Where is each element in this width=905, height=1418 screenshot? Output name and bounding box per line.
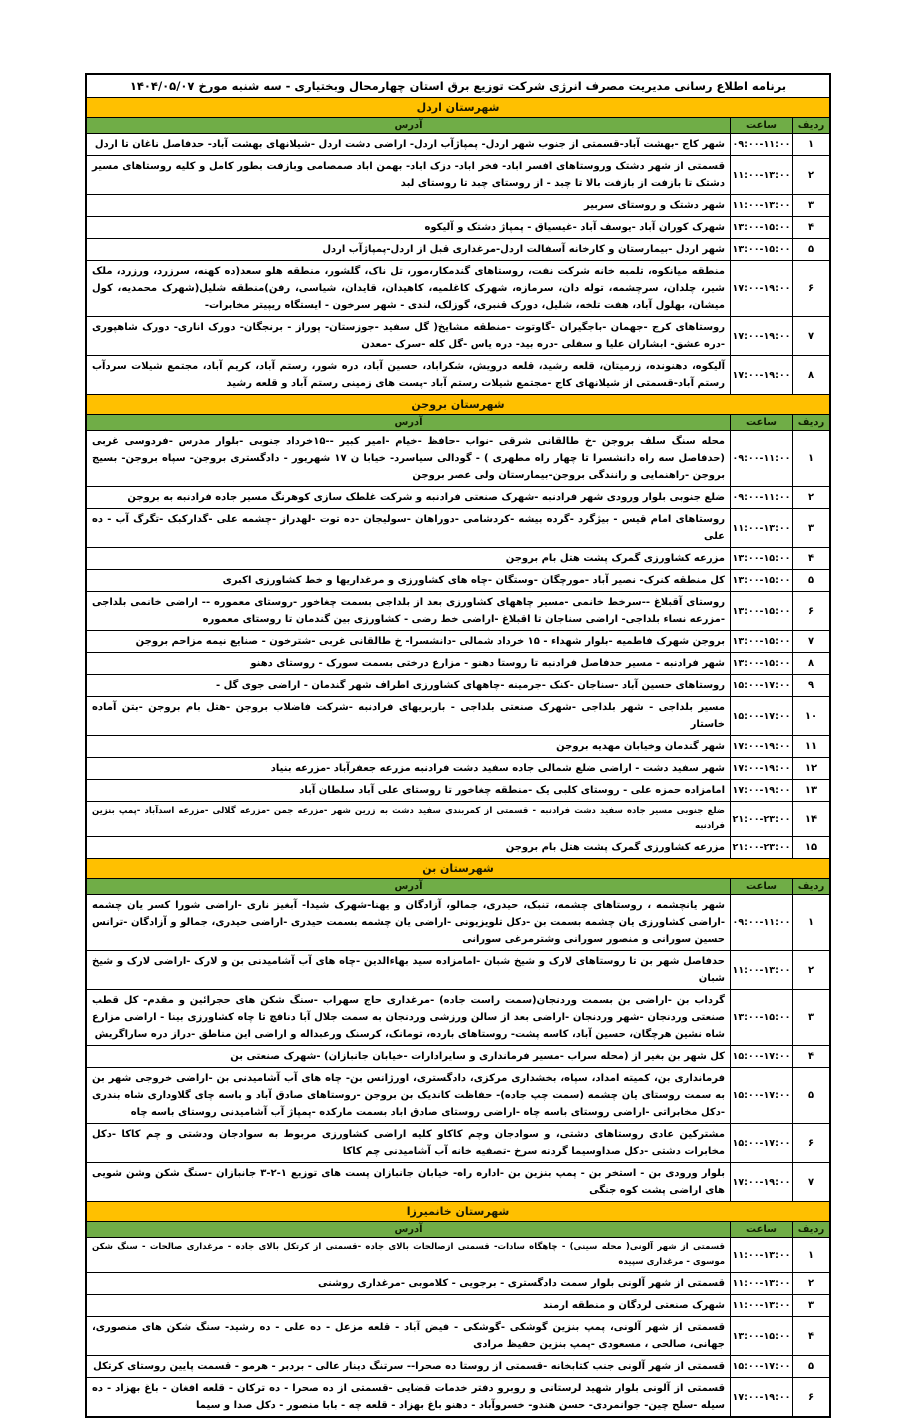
row-number-cell: ۲ (792, 487, 829, 508)
address-cell: ضلع جنوبی بلوار ورودی شهر فرادنبه -شهرک صنعتی فرادنبه و شرکت غلطک سازی کوهرنگ مسیر جاده فرادنبه به بروجن (127, 492, 725, 503)
address-cell: مسیر بلداجی - شهر بلداجی -شهرک صنعتی بلداجی - باربریهای فرادنبه -شرکت فاضلاب بروجن -هتل بام بروجن -بتن آماده خاستار (92, 702, 725, 730)
table-row (87, 1272, 829, 1294)
time-cell: ۱۱:۰۰-۱۳:۰۰ (730, 156, 792, 194)
address-cell: قسمتی از شهر آلونی، پمپ بنزین گوشکی -گوشکی - فیض آباد - قلعه مزعل - ده علی - ده رشید- سنگ شکن های منصوری، جهانی، صالحی ، مسعودی -پمپ بنزین حفیظ مرادی (92, 1322, 725, 1350)
column-header-time: ساعت (730, 118, 792, 133)
column-header-time: ساعت (730, 415, 792, 430)
table-row (87, 989, 829, 1045)
row-number-cell: ۶ (792, 261, 829, 316)
address-cell: محله سنگ سلف بروجن -خ طالقانی شرقی -نواب -حافظ -خیام -امیر کبیر --۱۵خرداد جنوبی -بلوار مدرس -فردوسی غربی (حدفاصل سه راه دانشسرا تا چهار راه مطهری ) - گودالی سیاسرد- خیابا ن ۱۷ شهریور - دادگستری بروجن- سپاه بروجن- بسیج بروجن -راهنمایی و رانندگی بروجن-بیمارستان ولی عصر بروجن (92, 436, 725, 481)
column-header-row-number: ردیف (792, 415, 829, 430)
time-cell: ۱۵:۰۰-۱۷:۰۰ (730, 1046, 792, 1067)
row-number-cell: ۳ (792, 1295, 829, 1316)
row-number-cell: ۷ (792, 317, 829, 355)
time-cell: ۱۷:۰۰-۱۹:۰۰ (730, 261, 792, 316)
address-cell: آلیکوه، دهنونده، زرمیتان، قلعه رشید، قلعه درویش، شکراباد، حسین آباد، دره شور، رستم آباد، کریم آباد، مجتمع شیلات سردآب رستم آباد-قسمتی از شیلانهای کاج -مجتمع شیلات رستم آباد -پست های زمینی رستم آباد و قلعه رشید (92, 361, 725, 389)
row-number-cell: ۱ (792, 1238, 829, 1272)
table-row (87, 950, 829, 989)
time-cell: ۱۷:۰۰-۱۹:۰۰ (730, 356, 792, 394)
address-cell: مزرعه کشاورزی گمرک پشت هتل بام بروجن (505, 553, 725, 564)
table-row (87, 355, 829, 394)
column-header-row (87, 878, 829, 894)
time-cell: ۲۱:۰۰-۲۳:۰۰ (730, 837, 792, 858)
time-cell: ۱۵:۰۰-۱۷:۰۰ (730, 1356, 792, 1377)
row-number-cell: ۵ (792, 570, 829, 591)
table-row (87, 630, 829, 652)
row-number-cell: ۳ (792, 990, 829, 1045)
table-row (87, 133, 829, 155)
row-number-cell: ۱ (792, 895, 829, 950)
time-cell: ۱۱:۰۰-۱۳:۰۰ (730, 1273, 792, 1294)
table-row (87, 1294, 829, 1316)
row-number-cell: ۲ (792, 156, 829, 194)
table-row (87, 1316, 829, 1355)
table-row (87, 591, 829, 630)
address-cell: قسمتی از آلونی بلوار شهید لرستانی و روبرو دفتر خدمات قضایی -قسمتی از ده صحرا - ده ترکان - قلعه افغان - باغ بهزاد - ده سیله -سلح چین- جوانمردی- حسن هندو- خسروآباد - دهنو باغ بهزاد - قلعه چه - بابا منصور - دکل صدا و سیما (92, 1383, 725, 1411)
row-number-cell: ۷ (792, 631, 829, 652)
time-cell: ۰۹:۰۰-۱۱:۰۰ (730, 134, 792, 155)
address-cell: امامزاده حمزه علی - روستای کلبی یک -منطقه چغاخور تا روستای علی آباد سلطان آباد (299, 785, 725, 796)
row-number-cell: ۱۰ (792, 697, 829, 735)
address-cell: شهرک صنعتی لردگان و منطقه ارمند (543, 1300, 725, 1311)
table-row (87, 155, 829, 194)
time-cell: ۱۳:۰۰-۱۵:۰۰ (730, 631, 792, 652)
row-number-cell: ۶ (792, 592, 829, 630)
address-cell: روستاهای حسین آباد -سناجان -کنک -جرمینه -چاههای کشاورزی اطراف شهر گندمان - اراضی جوی گل - (215, 680, 725, 691)
row-number-cell: ۱۵ (792, 837, 829, 858)
address-cell: شهر دشتک و روستای سربیر (583, 200, 725, 211)
column-header-time: ساعت (730, 879, 792, 894)
row-number-cell: ۸ (792, 356, 829, 394)
row-number-cell: ۴ (792, 217, 829, 238)
address-cell: شهرک کوران آباد -یوسف آباد -غیسیاق - پمپاژ دشتک و آلیکوه (424, 222, 725, 233)
address-cell: شهر کاج -بهشت آباد-قسمتی از جنوب شهر اردل- پمپاژآب اردل- اراضی دشت اردل -شیلانهای بهشت آباد- حدفاصل ناغان تا اردل (94, 139, 725, 150)
table-row (87, 430, 829, 486)
row-number-cell: ۴ (792, 1317, 829, 1355)
address-cell: بروجن شهرک فاطمیه -بلوار شهداء - ۱۵ خرداد شمالی -دانشسرا- خ طالقانی غربی -شترخون - صنایع نیمه مزاحم بروجن (135, 636, 725, 647)
address-cell: ضلع جنوبی مسیر جاده سفید دشت فرادنبه - قسمتی از کمربندی سفید دشت به زرین شهر -مزرعه جمن -مزرعه گلالی -مزرعه اسدآباد -پمپ بنزین فرادنبه (92, 806, 725, 831)
table-row (87, 894, 829, 950)
table-row (87, 735, 829, 757)
address-cell: شهر یانچشمه ، روستاهای چشمه، تنبک، حیدری، جمالو، آزادگان و یهنا-شهرک شیدا- آبغیز ناری -اراضی شورا کسر یان چشمه -اراضی کشاورزی یان چشمه بسمت بن -دکل تلویزیونی -اراضی یان چشمه بسمت حیدری -اراضی حیدری، جمالو و آزادگان -ترانس حسین سورانی و منصور سورانی وشترمرغی سورانی (92, 900, 725, 945)
column-header-row-number: ردیف (792, 879, 829, 894)
address-cell: شهر اردل -بیمارستان و کارخانه آسفالت اردل-مرغداری قبل از اردل-پمپاژآب اردل (322, 244, 725, 255)
row-number-cell: ۱ (792, 134, 829, 155)
time-cell: ۱۷:۰۰-۱۹:۰۰ (730, 1163, 792, 1201)
time-cell: ۱۳:۰۰-۱۵:۰۰ (730, 1317, 792, 1355)
table-row (87, 1123, 829, 1162)
time-cell: ۱۷:۰۰-۱۹:۰۰ (730, 736, 792, 757)
time-cell: ۰۹:۰۰-۱۱:۰۰ (730, 431, 792, 486)
row-number-cell: ۵ (792, 1356, 829, 1377)
time-cell: ۱۵:۰۰-۱۷:۰۰ (730, 675, 792, 696)
address-cell: قسمتی از شهر دشتک وروستاهای افسر اباد- فخر اباد- دزک اباد- بهمن اباد صمصامی وبازفت بطور کامل و کلیه روستاهای مسیر دشتک تا بازفت از بازفت بالا تا چبد - از روستای چبد تا روستای لبد (92, 161, 725, 189)
address-cell: روستاهای امام قیس - بیژگرد -گرده بیشه -کردشامی -دوراهان -سولیجان -ده توت -لهدراز -چشمه علی -گدارکبک -تگرگ آب - ده علی (92, 514, 725, 542)
table-row (87, 194, 829, 216)
table-row (87, 757, 829, 779)
time-cell: ۱۳:۰۰-۱۵:۰۰ (730, 990, 792, 1045)
column-header-row-number: ردیف (792, 1222, 829, 1237)
address-cell: بلوار ورودی بن - استخر بن - پمپ بنزین بن -اداره راه- خیابان جانبازان پست های توزیع ۱-۲-۳ جانبازان -سنگ شکن وشن شویی های اراضی پشت کوه جنگی (92, 1168, 725, 1196)
column-header-time: ساعت (730, 1222, 792, 1237)
table-row (87, 836, 829, 858)
section-header: شهرستان اردل (87, 97, 829, 117)
time-cell: ۱۷:۰۰-۱۹:۰۰ (730, 1378, 792, 1416)
row-number-cell: ۱۴ (792, 802, 829, 836)
time-cell: ۱۱:۰۰-۱۳:۰۰ (730, 509, 792, 547)
address-cell: کل منطقه کنرک- نصیر آباد -مورچگان -وستگان -چاه های کشاورزی و مرغداریها و خط کشاورزی اکبری (222, 575, 725, 586)
row-number-cell: ۴ (792, 1046, 829, 1067)
time-cell: ۰۹:۰۰-۱۱:۰۰ (730, 895, 792, 950)
time-cell: ۱۷:۰۰-۱۹:۰۰ (730, 780, 792, 801)
time-cell: ۱۵:۰۰-۱۷:۰۰ (730, 1068, 792, 1123)
address-cell: منطقه میانکوه، تلمبه خانه شرکت نفت، روستاهای گندمکار،مور، تل ناک، گلشور، منطقه هلو سعد(ده کهنه، سرزرد، ورزرد، ملک شیر، چلدان، سرچشمه، توله دان، سرمازه، شهرک کاغلمیه، کاهیدان، قایدان، شیاسی، رفن)منطقه شلیل(شهرک محمدیه، کول میشان، بهلول آباد، هفت تلخه، شلیل، دورک قنبری، گوزلک، لندی - شهر سرخون - ایستگاه ریپیتر مخابرات- (92, 266, 725, 311)
table-row (87, 569, 829, 591)
table-row (87, 1162, 829, 1201)
time-cell: ۰۹:۰۰-۱۱:۰۰ (730, 487, 792, 508)
table-row (87, 508, 829, 547)
table-row (87, 1377, 829, 1416)
row-number-cell: ۱۳ (792, 780, 829, 801)
column-header-row (87, 117, 829, 133)
time-cell: ۱۳:۰۰-۱۵:۰۰ (730, 217, 792, 238)
table-row (87, 652, 829, 674)
outage-schedule-table (85, 73, 831, 1418)
time-cell: ۱۱:۰۰-۱۳:۰۰ (730, 195, 792, 216)
row-number-cell: ۳ (792, 195, 829, 216)
column-header-row (87, 414, 829, 430)
row-number-cell: ۳ (792, 509, 829, 547)
address-cell: فرمانداری بن، کمیته امداد، سپاه، بخشداری مرکزی، دادگستری، اورژانس بن- چاه های آب آشامیدنی بن -اراضی خروجی شهر بن به سمت روستای یان چشمه (سمت چپ جاده)- حفاظت کاندیک بن بروجن -روستاهای صادق آباد و باسه چای گلاوداری شاه بندری -دکل مخابراتی -اراضی روستای باسه چاه -اراضی روستای صادق اباد بسمت مارکده -پمپاژ آب آشامیدنی روستای باسه چاه (92, 1073, 725, 1118)
section-header: شهرستان بن (87, 858, 829, 878)
row-number-cell: ۵ (792, 239, 829, 260)
table-row (87, 547, 829, 569)
address-cell: قسمتی از شهر آلونی( محله سینی) - چاهگاه سادات- قسمتی ازصالحات بالای جاده -قسمتی از کرتکل بالای جاده - مرغداری صالحات - سنگ شکن موسوی - مرغداری سپیده (92, 1242, 725, 1267)
row-number-cell: ۸ (792, 653, 829, 674)
table-row (87, 779, 829, 801)
time-cell: ۱۱:۰۰-۱۳:۰۰ (730, 951, 792, 989)
row-number-cell: ۱ (792, 431, 829, 486)
time-cell: ۲۱:۰۰-۲۳:۰۰ (730, 802, 792, 836)
column-header-address: آدرس (394, 120, 423, 131)
row-number-cell: ۲ (792, 951, 829, 989)
row-number-cell: ۷ (792, 1163, 829, 1201)
table-row (87, 1355, 829, 1377)
time-cell: ۱۳:۰۰-۱۵:۰۰ (730, 239, 792, 260)
address-cell: روستاهای کرج -جهمان -باجگیران -گاوتوت -منطقه مشایخ( گل سفید -جوزستان- پوراز - برنجگان- دورک اناری- دورک شاهپوری -دره عشق- ابشاران علیا و سفلی -دره بید- دره یاس -گل کله -سرک -معدن (92, 322, 725, 350)
table-row (87, 1045, 829, 1067)
table-row (87, 260, 829, 316)
column-header-row (87, 1221, 829, 1237)
row-number-cell: ۲ (792, 1273, 829, 1294)
time-cell: ۱۳:۰۰-۱۵:۰۰ (730, 548, 792, 569)
time-cell: ۱۵:۰۰-۱۷:۰۰ (730, 1124, 792, 1162)
column-header-address: آدرس (394, 1224, 423, 1235)
time-cell: ۱۷:۰۰-۱۹:۰۰ (730, 317, 792, 355)
address-cell: شهر فرادنبه - مسیر حدفاصل فرادنبه تا روستا دهنو - مزارع درختی بسمت سورک - روستای دهنو (250, 658, 725, 669)
address-cell: قسمتی از شهر آلونی جنب کتابخانه -قسمتی از روستا ده صحرا-- سرتنگ دینار عالی - بردبر - هرمو - قسمت پایین روستای کرتکل (93, 1361, 725, 1372)
time-cell: ۱۳:۰۰-۱۵:۰۰ (730, 570, 792, 591)
address-cell: شهر گندمان وخیابان مهدیه بروجن (556, 741, 725, 752)
row-number-cell: ۱۲ (792, 758, 829, 779)
time-cell: ۱۱:۰۰-۱۳:۰۰ (730, 1238, 792, 1272)
row-number-cell: ۵ (792, 1068, 829, 1123)
address-cell: مزرعه کشاورزی گمرک پشت هتل بام بروجن (505, 842, 725, 853)
row-number-cell: ۹ (792, 675, 829, 696)
table-row (87, 696, 829, 735)
address-cell: کل شهر بن بغیر از (محله سراب -مسیر فرمانداری و سایرادارات -خیابان جانبازان) -شهرک صنعتی بن (230, 1051, 725, 1062)
table-row (87, 238, 829, 260)
address-cell: حدفاصل شهر بن تا روستاهای لارک و شیخ شبان -امامزاده سید بهاءالدین -چاه های آب آشامیدنی بن و لارک -اراضی لارک و شیخ شبان (92, 956, 725, 984)
page-title: برنامه اطلاع رسانی مدیریت مصرف انرژی شرکت توزیع برق استان چهارمحال وبختیاری - سه شنبه مورخ ۱۴۰۴/۰۵/۰۷ (87, 75, 829, 97)
row-number-cell: ۶ (792, 1124, 829, 1162)
time-cell: ۱۵:۰۰-۱۷:۰۰ (730, 697, 792, 735)
section-header: شهرستان بروجن (87, 394, 829, 414)
row-number-cell: ۶ (792, 1378, 829, 1416)
column-header-row-number: ردیف (792, 118, 829, 133)
row-number-cell: ۱۱ (792, 736, 829, 757)
table-row (87, 1067, 829, 1123)
time-cell: ۱۷:۰۰-۱۹:۰۰ (730, 758, 792, 779)
table-row (87, 674, 829, 696)
time-cell: ۱۱:۰۰-۱۳:۰۰ (730, 1295, 792, 1316)
time-cell: ۱۳:۰۰-۱۵:۰۰ (730, 592, 792, 630)
row-number-cell: ۴ (792, 548, 829, 569)
table-row (87, 486, 829, 508)
address-cell: شهر سفید دشت - اراضی ضلع شمالی جاده سفید دشت فرادنبه مزرعه جعفرآباد -مزرعه بنیاد (270, 763, 725, 774)
table-row (87, 216, 829, 238)
table-row (87, 316, 829, 355)
column-header-address: آدرس (394, 881, 423, 892)
time-cell: ۱۳:۰۰-۱۵:۰۰ (730, 653, 792, 674)
address-cell: قسمتی از شهر آلونی بلوار سمت دادگستری - برجویی - کلاموبی -مرغداری روشنی (317, 1278, 725, 1289)
address-cell: روستای آقبلاغ --سرخط خانمی -مسیر چاههای کشاورزی بعد از بلداجی بسمت چغاخور -روستای معموره -- اراضی خانمی بلداجی -مزرعه نساء بلداجی- اراضی سناجان تا اقبلاغ -اراضی خط رضی - کشاورزی بین گندمان تا روستای معموره (92, 597, 725, 625)
address-cell: گرداب بن -اراضی بن بسمت وردنجان(سمت راست جاده) -مرغداری حاج سهراب -سنگ شکن های حجرائین و مقدم- کل قطب صنعتی وردنجان -شهر وردنجان -اراضی بعد از سالن ورزشی وردنجان به سمت جلال آبا دنافچ تا چاه کشاورزی بینا - اراضی مزارع شاه نشین هرچگان، حسین آباد، کاسه پشت- روستاهای بارده، تومانک، کرسنک ورعبداله و اراضی این مناطق -دراز دره ساراگریش (92, 995, 725, 1040)
table-row (87, 801, 829, 836)
section-header: شهرستان خانمیرزا (87, 1201, 829, 1221)
address-cell: مشترکین عادی روستاهای دشتی، و سوادجان وچم کاکاو کلیه اراضی کشاورزی مربوط به سوادجان ودشتی و چم کاکا -دکل مخابرات دشتی -دکل صداوسیما گردنه سرخ -تصفیه خانه آب آشامیدنی چم کاکا (92, 1129, 725, 1157)
column-header-address: آدرس (394, 417, 423, 428)
table-row (87, 1237, 829, 1272)
